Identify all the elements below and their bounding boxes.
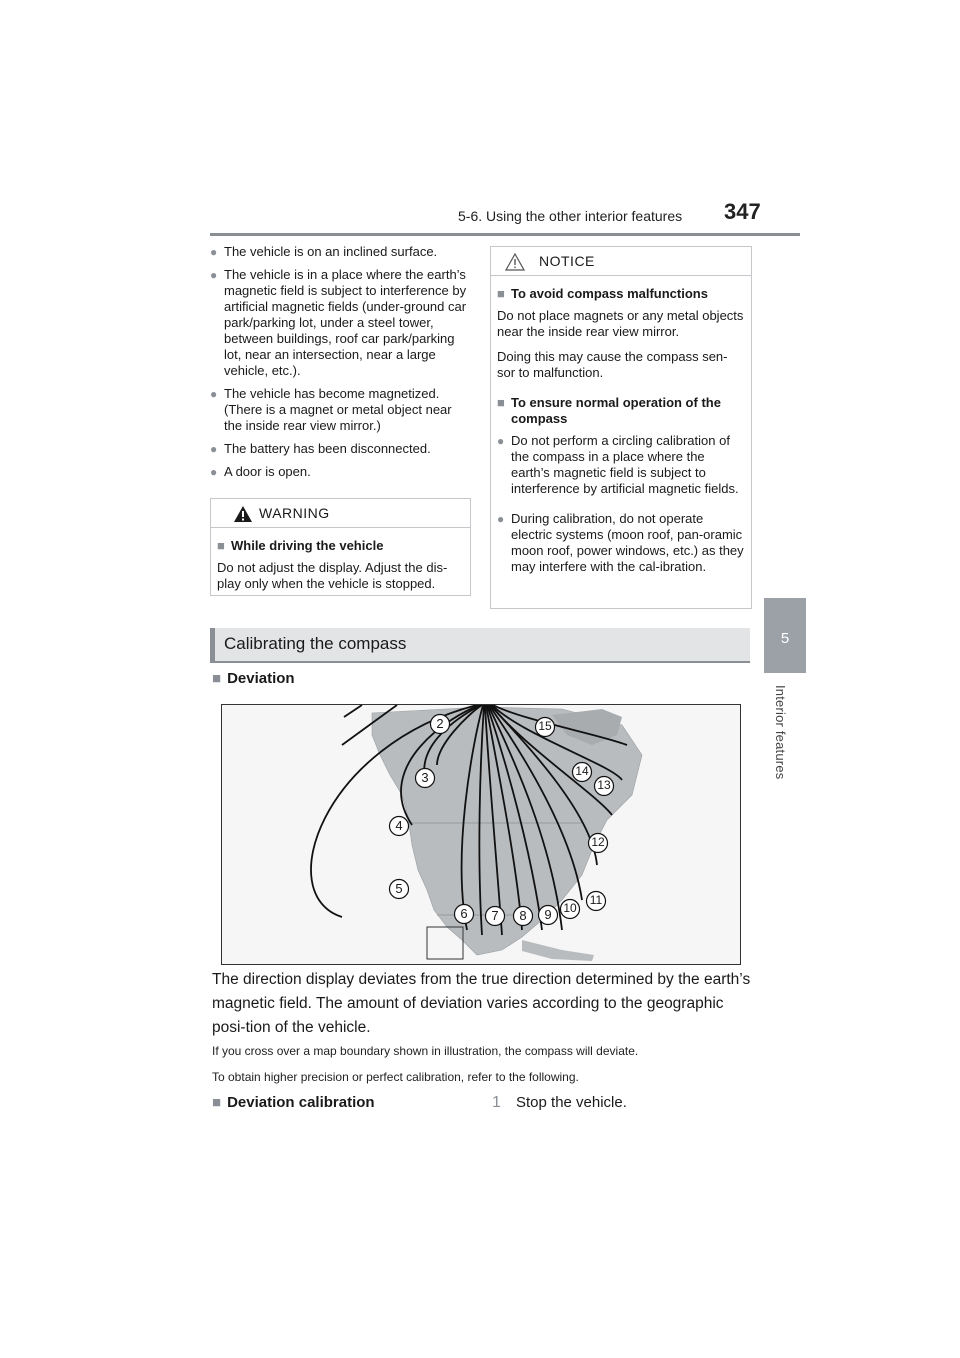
notice-title: NOTICE — [539, 253, 595, 269]
warning-box — [210, 498, 471, 596]
bullet-icon: ● — [210, 387, 218, 401]
deviation-zone-map — [221, 704, 741, 965]
list-item: ● During calibration, do not operate electric systems (moon roof, pan-oramic moon roof, power windows, etc.) as they may interfere with the cal-ibration. — [497, 511, 744, 574]
square-bullet-icon: ■ — [497, 286, 505, 301]
list-item: ● Do not perform a circling calibration of the compass in a place where the earth’s magnetic field is subject to interference by artificial magnetic fields. — [497, 433, 739, 496]
bullet-icon: ● — [210, 245, 218, 259]
zone-label: 11 — [585, 890, 607, 917]
step-number: 1 — [492, 1094, 501, 1111]
warning-header — [211, 499, 470, 528]
bullet-icon: ● — [497, 434, 505, 448]
zone-label: 3 — [414, 767, 436, 794]
notice-text: Do not place magnets or any metal objects near the inside rear view mirror. — [497, 308, 744, 339]
warning-text: Do not adjust the display. Adjust the dis-play only when the vehicle is stopped. — [217, 560, 448, 591]
warning-title: WARNING — [259, 505, 330, 521]
notice-text: Doing this may cause the compass sen-sor to malfunction. — [497, 349, 728, 380]
list-item: ● The vehicle is on an inclined surface. — [210, 244, 438, 259]
zone-label: 5 — [388, 878, 410, 905]
notice-subheading: ■ To ensure normal operation of the compass — [497, 395, 721, 426]
note-text: If you cross over a map boundary shown in illustration, the compass will deviate. — [212, 1044, 639, 1058]
running-header: 5-6. Using the other interior features — [458, 208, 683, 224]
section-accent — [210, 628, 215, 661]
zone-label: 10 — [559, 898, 581, 925]
list-item: ● The vehicle is in a place where the earth’s magnetic field is subject to interference by artificial magnetic fields (under-ground car park/parking lot, under a steel tower, between buildings, roof car park/parking lot, near an intersection, near a large vehicle, etc.). — [210, 267, 467, 378]
section-header — [210, 628, 750, 663]
chapter-number: 5 — [780, 630, 790, 647]
zone-label: 4 — [388, 815, 410, 842]
notice-box — [490, 246, 752, 609]
list-item: ● A door is open. — [210, 464, 311, 479]
page-number: 347 — [724, 199, 761, 224]
warning-triangle-icon — [233, 505, 253, 523]
caribbean — [522, 940, 594, 961]
north-america-map — [222, 705, 740, 964]
zone-label: 2 — [429, 713, 451, 740]
notice-subheading: ■ To avoid compass malfunctions — [497, 286, 708, 301]
section-title: Calibrating the compass — [224, 634, 407, 653]
square-bullet-icon: ■ — [212, 1094, 222, 1111]
warning-subheading: ■ While driving the vehicle — [217, 538, 384, 553]
subheading-deviation: ■ Deviation — [212, 670, 295, 687]
square-bullet-icon: ■ — [217, 538, 225, 553]
zone-label: 13 — [593, 775, 615, 802]
square-bullet-icon: ■ — [212, 670, 222, 687]
zone-label: 14 — [571, 761, 593, 788]
chapter-label: Interior features — [773, 685, 788, 780]
bullet-icon: ● — [210, 268, 218, 282]
zone-label: 15 — [534, 716, 556, 743]
bullet-icon: ● — [210, 442, 218, 456]
zone-label: 12 — [587, 832, 609, 859]
bullet-icon: ● — [497, 512, 505, 526]
zone-label: 6 — [453, 903, 475, 930]
square-bullet-icon: ■ — [497, 395, 505, 410]
deviation-description: The direction display deviates from the true direction determined by the earth’s magnetic field. The amount of deviation varies according to the geographic posi-tion of the vehicle. — [212, 971, 751, 1036]
step-text: Stop the vehicle. — [516, 1094, 627, 1111]
note-text: To obtain higher precision or perfect calibration, refer to the following. — [212, 1070, 579, 1084]
notice-header — [491, 247, 751, 276]
bullet-icon: ● — [210, 465, 218, 479]
subheading-calibration: ■ Deviation calibration — [212, 1094, 375, 1111]
header-rule — [210, 233, 800, 236]
zone-label: 7 — [484, 905, 506, 932]
list-item: ● The battery has been disconnected. — [210, 441, 431, 456]
condition-list — [210, 244, 472, 487]
list-item: ● The vehicle has become magnetized. (There is a magnet or metal object near the inside rear view mirror.) — [210, 386, 452, 433]
zone-label: 9 — [537, 904, 559, 931]
caution-triangle-icon — [505, 253, 525, 271]
zone-label: 8 — [512, 905, 534, 932]
